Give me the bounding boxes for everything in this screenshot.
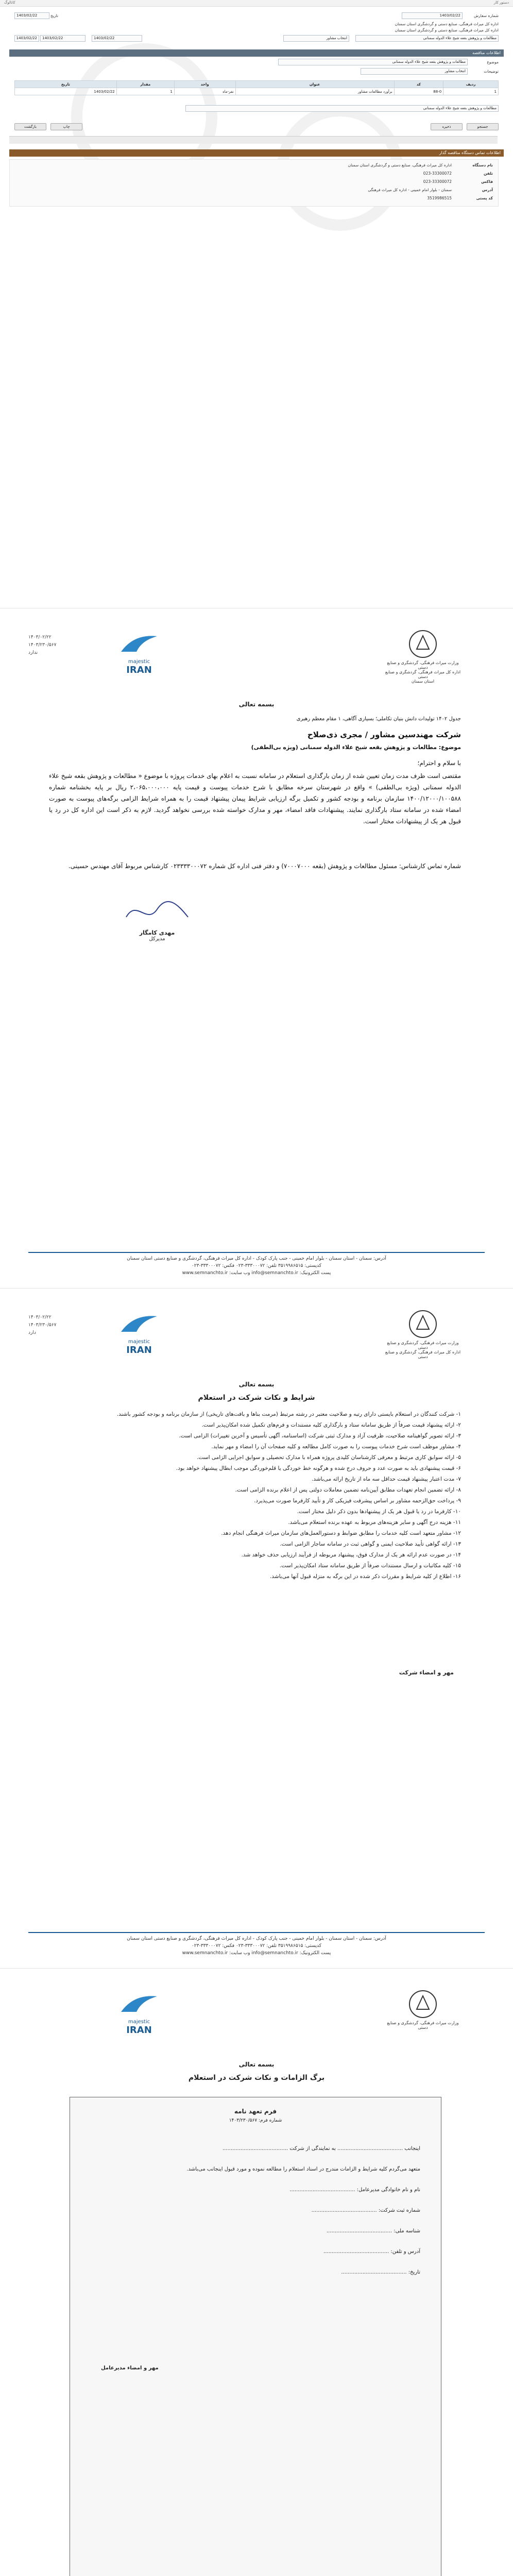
list-item: ۱- شرکت کنندگان در استعلام بایستی دارای رتبه و صلاحیت معتبر در رشته مرتبط (مرمت بناها و بافت‌های تاریخی) از سازمان برنامه و بودجه کشور باشند. (116, 1411, 461, 1417)
letter-number: ۱۴۰۳/۲۳۰/۵۶۷ (28, 1323, 57, 1328)
signature-icon (121, 896, 193, 927)
list-item: ۵- ارائه سوابق کاری مرتبط و معرفی کارشناسان کلیدی پروژه همراه با مدارک تحصیلی و سوابق اجرایی الزامی است. (197, 1454, 461, 1461)
grid-cell: نفر-ماه (174, 88, 235, 95)
phone-value: 023-33300072 (423, 171, 452, 176)
letter-number: ۱۴۰۳/۲۳۰/۵۶۷ (28, 642, 57, 648)
portal-top-title: کاتالوگ (4, 1, 15, 5)
footer-line-1: آدرس: سمنان - استان سمنان - بلوار امام خمینی - جنب پارک کودک - اداره کل میراث فرهنگی، گردشگری و صنایع دستی استان سمنان (127, 1936, 386, 1941)
emblem-icon (407, 629, 438, 659)
form-lines (91, 2139, 420, 2283)
list-item: ۴- مشاور موظف است شرح خدمات پیوست را به صورت کامل مطالعه و کلیه صفحات آن را امضاء و مهر نماید. (211, 1444, 461, 1450)
table-row[interactable] (15, 88, 499, 95)
desc-field[interactable]: انتخاب مشاور (283, 35, 349, 42)
desc-field-2[interactable]: انتخاب مشاور (361, 68, 468, 75)
grid-cell: 88-0 (394, 88, 443, 95)
emblem-icon (407, 1989, 438, 2020)
letter-subject: موضوع: مطالعات و پژوهش بقعه شیخ علاء الدوله سمنانی (ویژه بی‌الطفی) (251, 744, 461, 751)
bird-icon (118, 1311, 160, 1337)
divider (0, 1288, 513, 1289)
logo-en-1: majestic (128, 659, 150, 665)
logo-caption-3: استان سمنان (411, 679, 435, 684)
footer-line-2: کدپستی: ۳۵۱۹۹۸۶۵۱۵ تلفن: ۳۳۳۰۰۰۷۲-۰۲۳ فکس: ۳۳۳۰۰۰۷۲-۰۲۳ (191, 1943, 322, 1948)
requirements-title: برگ الزامات و نکات شرکت در استعلام (188, 2074, 325, 2082)
emblem-icon (407, 1309, 438, 1340)
org-line: اداره کل میراث فرهنگی، صنایع دستی و گردشگری استان سمنان (395, 22, 499, 26)
bismillah: بسمه تعالی (238, 701, 275, 708)
letter-body: مقتضی است ظرف مدت زمان تعیین شده از زمان بارگذاری استعلام در سامانه نسبت به اعلام بهای خدمات پروژه با موضوع « مطالعات و پژوهش بقعه شیخ علاء الدوله سمنانی (ویژه بی‌الطفی) » واقع در شهرستان سرخه مطابق با شرح خدمات پیوست و قیمت پایه ۲،۰۶۵،۰۰۰،۰۰۰ ریال بر پایه بخشنامه شماره ۱۴۰۰/۱۲۰۰۰/۱۰۰۵۸۸ سازمان برنامه و بودجه کشور و تکمیل برگه ارزیابی شرایط پیمان پیشنهاد قیمت را به همراه شرایط الزامی برگه‌های پیوست به صورت امضاء شده در سامانه ستاد بارگذاری نمایند. پیشنهادات فاقد امضاء، مهر و مدارک خواسته شده بررسی نخواهد گردید. لازم به ذکر است این اداره کل در رد یا قبول هر یک از پیشنهادات مختار است. (49, 772, 461, 825)
list-item: ۸- ارائه تضمین انجام تعهدات مطابق آیین‌نامه تضمین معاملات دولتی پس از اعلام برنده الزامی است. (235, 1487, 461, 1493)
postal-value: 3519986515 (427, 196, 452, 200)
contact-panel (9, 159, 499, 207)
letter-greeting: با سلام و احترام؛ (417, 759, 461, 767)
footer-line-3: پست الکترونیک: info@semnanchto.ir وب سایت: www.semnanchto.ir (182, 1951, 331, 1956)
address-label: آدرس (482, 188, 493, 192)
save-button[interactable]: ذخیره (431, 123, 463, 130)
logo-caption-2: اداره کل میراث فرهنگی، گردشگری و صنایع دستی (385, 670, 461, 679)
scanned-form (70, 2097, 441, 2576)
grid-cell: برآورد مطالعات مشاور (235, 88, 394, 95)
grid-cell: 1 (116, 88, 174, 95)
breadcrumb[interactable]: دستور کار (493, 1, 509, 5)
list-item: ۱۲- مشاور متعهد است کلیه خدمات را مطابق ضوابط و دستورالعمل‌های سازمان میراث فرهنگی انجام دهد. (221, 1530, 461, 1536)
logo-en-2: IRAN (126, 1345, 152, 1355)
contact-bar-title: اطلاعات تماس دستگاه مناقصه گذار (439, 150, 501, 155)
letter-page-2 (28, 1298, 485, 1958)
grid-cell: 1 (443, 88, 499, 95)
logo-en-2: IRAN (126, 665, 152, 675)
form-code: شماره فرم: ۱۴۰۳/۲۳۰/۵۶۷ (229, 2118, 282, 2123)
back-button[interactable]: بازگشت (14, 123, 46, 130)
list-item: ۶- قیمت پیشنهادی باید به صورت عدد و حروف درج شده و هرگونه خط خوردگی یا قلم‌خوردگی موجب ابطال پیشنهاد خواهد بود. (176, 1465, 461, 1471)
list-item: ۱۶- اطلاع از کلیه شرایط و مقررات ذکر شده در این برگه به منزله قبول آنها می‌باشد. (269, 1573, 461, 1580)
list-item: ۷- مدت اعتبار پیشنهاد قیمت حداقل سه ماه از تاریخ ارائه می‌باشد. (312, 1476, 461, 1482)
contact-bar (9, 149, 504, 157)
company-sign-line: مهر و امضاء شرکت (399, 1669, 454, 1676)
sign-name: مهدی کامگار (139, 929, 175, 936)
letter-footer (28, 1252, 485, 1277)
address-value: سمنان - بلوار امام خمینی - اداره کل میراث فرهنگی (368, 188, 452, 192)
desc-label: توضیحات (484, 69, 499, 74)
letter-attach: دارد (28, 1330, 36, 1335)
letter-page-1 (28, 618, 485, 1278)
buyer-label: نام دستگاه (472, 163, 493, 167)
emblem-logo (382, 629, 464, 685)
cc-line: جدول ۱۴۰۲ تولیدات دانش بنیان تکاملی؛ بسیاری آگاهی، ۱ مقام معظم رهبری (296, 716, 461, 722)
postal-label: کد پستی (476, 196, 493, 200)
date-field-2[interactable]: 1403/02/22 (92, 35, 142, 42)
section-title: اطلاعات مناقصه (472, 50, 501, 55)
portal-panel (9, 12, 504, 363)
section-header (9, 49, 504, 57)
letter-date: ۱۴۰۳/۰۲/۲۲ (28, 635, 52, 640)
sign-title: مدیرکل (149, 936, 165, 942)
signature-block (106, 896, 209, 942)
letter-date: ۱۴۰۳/۰۲/۲۲ (28, 1315, 52, 1320)
logo-caption-2: اداره کل میراث فرهنگی، گردشگری و صنایع دستی (385, 1350, 461, 1359)
form-line: نام و نام خانوادگی مدیرعامل: ........................................ (289, 2187, 420, 2193)
majestic-iran-logo (111, 1311, 167, 1355)
grid-header[interactable]: عنوان (235, 81, 394, 88)
list-item: ۹- پرداخت حق‌الزحمه مشاور بر اساس پیشرفت فیزیکی کار و تأیید کارفرما صورت می‌پذیرد. (254, 1498, 461, 1504)
fax-value: 023-33300072 (423, 179, 452, 184)
order-no-field[interactable]: 1403/02/22 (402, 12, 463, 19)
form-line: اینجانب ........................................ به نمایندگی از شرکت ........................................ (222, 2146, 420, 2151)
grid-cell: 1403/02/22 (15, 88, 117, 95)
print-button[interactable]: چاپ (50, 123, 82, 130)
order-mini-field[interactable]: 1403/02/22 (14, 35, 39, 42)
form-line: آدرس و تلفن: ........................................ (323, 2249, 420, 2255)
majestic-iran-logo (111, 1991, 167, 2036)
buyer-value: اداره کل میراث فرهنگی، صنایع دستی و گردشگری استان سمنان (348, 163, 452, 167)
footer-line-2: کدپستی: ۳۵۱۹۹۸۶۵۱۵ تلفن: ۳۳۳۰۰۰۷۲-۰۲۳ فکس: ۳۳۳۰۰۰۷۲-۰۲۳ (191, 1263, 322, 1268)
form-line: متعهد می‌گردم کلیه شرایط و الزامات مندرج در اسناد استعلام را مطالعه نموده و مورد قبول اینجانب می‌باشد. (186, 2166, 420, 2172)
logo-caption: وزارت میراث فرهنگی، گردشگری و صنایع دستی (387, 2021, 459, 2030)
date-field[interactable]: 1403/02/22 (14, 12, 49, 19)
logo-caption: وزارت میراث فرهنگی، گردشگری و صنایع دستی (387, 1341, 459, 1350)
form-line: شناسه ملی: ........................................ (326, 2228, 420, 2234)
letter-page-3 (28, 1978, 485, 2576)
subject-label: موضوع (487, 60, 499, 64)
subject-field-top[interactable]: مطالعات و پژوهش بقعه شیخ علاء الدوله سمنانی (355, 35, 499, 42)
grid-header[interactable]: کد (394, 81, 443, 88)
org-line-2: اداره کل میراث فرهنگی، صنایع دستی و گردشگری استان سمنان (395, 28, 499, 32)
date-field-3[interactable]: 1403/02/22 (40, 35, 86, 42)
footer-line-1: آدرس: سمنان - استان سمنان - بلوار امام خمینی - جنب پارک کودک - اداره کل میراث فرهنگی، گردشگری و صنایع دستی استان سمنان (127, 1256, 386, 1261)
fax-label: فاکس (481, 179, 493, 184)
logo-en-1: majestic (128, 1339, 150, 1345)
grid-header[interactable]: تاریخ (15, 81, 117, 88)
form-title: فرم تعهد نامه (234, 2108, 277, 2115)
divider (0, 1968, 513, 1969)
letter-footer (28, 1932, 485, 1957)
list-item: ۱۳- ارائه گواهی تأیید صلاحیت ایمنی و گواهی ثبت در سامانه ساجار الزامی است. (280, 1541, 461, 1547)
logo-caption: وزارت میراث فرهنگی، گردشگری و صنایع دستی (387, 660, 459, 670)
letter-meta (28, 1314, 56, 1337)
conditions-list (49, 1409, 461, 1582)
letter-body-2: شماره تماس کارشناس: مسئول مطالعات و پژوهش (بقعه ۷۰۰۰۷۰۰۰) و دفتر فنی اداره کل شماره ۰۲۳۳۳۳۰۰۰۷۲ کارشناس مربوط آقای مهندس حسینی. (68, 862, 461, 870)
portal-top-bar (0, 0, 513, 7)
items-grid (14, 80, 499, 95)
subject-field-3[interactable]: مطالعات و پژوهش بقعه شیخ علاء الدوله سمنانی (185, 105, 499, 112)
bismillah: بسمه تعالی (238, 1381, 275, 1388)
bismillah: بسمه تعالی (238, 2061, 275, 2068)
logo-en-2: IRAN (126, 2025, 152, 2036)
toolbar-strip (9, 136, 498, 144)
letter-to: شرکت مهندسین مشاور / مجری ذی‌صلاح (307, 730, 461, 739)
list-item: ۳- ارائه تصویر گواهینامه صلاحیت، ظرفیت آزاد و مدارک ثبتی شرکت (اساسنامه، آگهی تأسیس و آخرین تغییرات) الزامی است. (179, 1433, 461, 1439)
form-sign: مهر و امضاء مدیرعامل (101, 2365, 159, 2371)
form-line: شماره ثبت شرکت: ........................................ (311, 2208, 420, 2213)
footer-line-3: پست الکترونیک: info@semnanchto.ir وب سایت: www.semnanchto.ir (182, 1270, 331, 1276)
search-button[interactable]: جستجو (467, 123, 499, 130)
list-item: ۱۵- کلیه مکاتبات و ارسال مستندات صرفاً از طریق سامانه ستاد امکان‌پذیر است. (279, 1563, 461, 1569)
emblem-logo (382, 1989, 464, 2045)
conditions-title: شرایط و نکات شرکت در استعلام (198, 1394, 315, 1402)
letter-attach: ندارد (28, 650, 38, 655)
form-line: تاریخ: ........................................ (341, 2269, 420, 2275)
bird-icon (118, 631, 160, 657)
bird-icon (118, 1991, 160, 2017)
list-item: ۲- ارائه پیشنهاد قیمت صرفاً از طریق سامانه ستاد و بارگذاری کلیه مستندات و فرم‌های تکمیل شده امکان‌پذیر است. (201, 1422, 461, 1428)
letter-meta (28, 634, 56, 657)
emblem-logo (382, 1309, 464, 1365)
phone-label: تلفن (483, 171, 493, 176)
grid-header[interactable]: واحد (174, 81, 235, 88)
order-no-label: شماره سفارش (474, 13, 499, 18)
grid-header[interactable]: مقدار (116, 81, 174, 88)
list-item: ۱۰- کارفرما در رد یا قبول هر یک از پیشنهادها بدون ذکر دلیل مختار است. (297, 1509, 461, 1515)
subject-field[interactable]: مطالعات و پژوهش بقعه شیخ علاء الدوله سمنانی (278, 59, 468, 65)
grid-header[interactable]: ردیف (443, 81, 499, 88)
logo-en-1: majestic (128, 2019, 150, 2025)
list-item: ۱۴- در صورت عدم ارائه هر یک از مدارک فوق، پیشنهاد مربوطه از فرآیند ارزیابی حذف خواهد شد. (241, 1552, 461, 1558)
date-label: تاریخ (50, 13, 58, 18)
list-item: ۱۱- هزینه درج آگهی و سایر هزینه‌های مربوط به عهده برنده استعلام می‌باشد. (288, 1519, 461, 1526)
majestic-iran-logo (111, 631, 167, 675)
